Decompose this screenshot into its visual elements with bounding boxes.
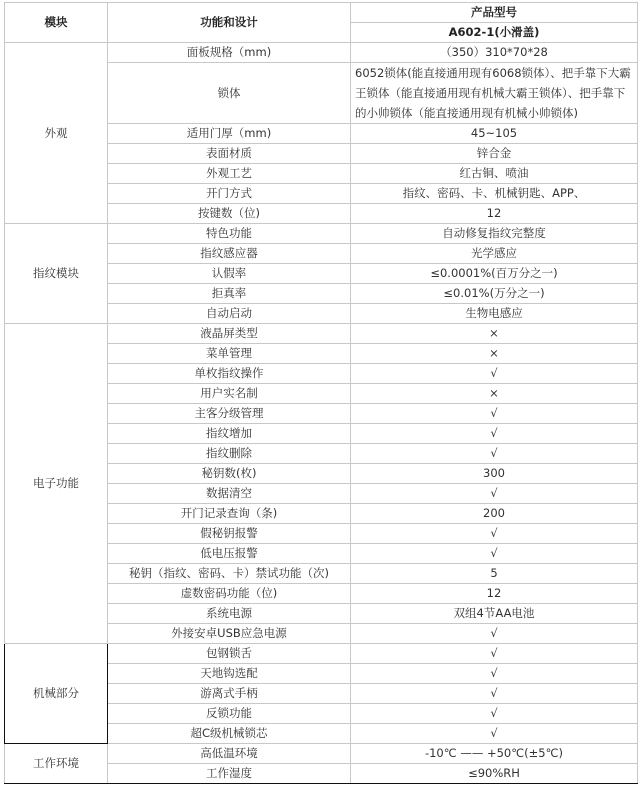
module-cell-mechanical: 机械部分 xyxy=(5,644,108,744)
feature-cell: 低电压报警 xyxy=(108,544,351,564)
module-cell-fingerprint: 指纹模块 xyxy=(5,224,108,324)
feature-cell: 按键数（位) xyxy=(108,204,351,224)
value-cell: √ xyxy=(351,644,638,664)
value-cell: -10℃ —— +50℃(±5℃) xyxy=(351,744,638,764)
table-row xyxy=(5,324,638,344)
feature-cell: 数据清空 xyxy=(108,484,351,504)
feature-cell: 包钢锁舌 xyxy=(108,644,351,664)
value-cell: 双组4节AA电池 xyxy=(351,604,638,624)
value-cell: 300 xyxy=(351,464,638,484)
module-cell-appearance: 外观 xyxy=(5,43,108,224)
spec-table xyxy=(4,2,638,784)
value-cell: （350）310*70*28 xyxy=(351,43,638,63)
table-row xyxy=(5,744,638,764)
feature-cell: 假秘钥报警 xyxy=(108,524,351,544)
feature-cell: 天地钩选配 xyxy=(108,664,351,684)
value-cell: 红古铜、喷油 xyxy=(351,164,638,184)
feature-cell: 反锁功能 xyxy=(108,704,351,724)
value-cell: × xyxy=(351,384,638,404)
table-row xyxy=(5,224,638,244)
value-cell: 5 xyxy=(351,564,638,584)
feature-cell: 主客分级管理 xyxy=(108,404,351,424)
value-cell: × xyxy=(351,324,638,344)
feature-cell: 面板规格（mm) xyxy=(108,43,351,63)
value-cell: 自动修复指纹完整度 xyxy=(351,224,638,244)
feature-cell: 超C级机械锁芯 xyxy=(108,724,351,744)
value-cell: ≤90%RH xyxy=(351,764,638,784)
value-cell: 锌合金 xyxy=(351,144,638,164)
feature-cell: 高低温环境 xyxy=(108,744,351,764)
value-cell: ≤0.0001%(百万分之一) xyxy=(351,264,638,284)
value-cell: 6052锁体(能直接通用现有6068锁体）、把手靠下大霸王锁体（能直接通用现有机械大霸王锁体）、把手靠下的小帅锁体（能直接通用现有机械小帅锁体) xyxy=(351,63,638,124)
feature-cell: 表面材质 xyxy=(108,144,351,164)
feature-cell: 自动启动 xyxy=(108,304,351,324)
module-cell-electronic: 电子功能 xyxy=(5,324,108,644)
feature-cell: 指纹感应器 xyxy=(108,244,351,264)
value-cell: √ xyxy=(351,704,638,724)
feature-cell: 锁体 xyxy=(108,63,351,124)
feature-cell: 秘钥数(枚) xyxy=(108,464,351,484)
header-module: 模块 xyxy=(5,3,108,43)
feature-cell: 适用门厚（mm) xyxy=(108,124,351,144)
feature-cell: 用户实名制 xyxy=(108,384,351,404)
header-feature: 功能和设计 xyxy=(108,3,351,43)
value-cell: √ xyxy=(351,364,638,384)
value-cell: √ xyxy=(351,684,638,704)
feature-cell: 外接安卓USB应急电源 xyxy=(108,624,351,644)
value-cell: 12 xyxy=(351,584,638,604)
value-cell: √ xyxy=(351,404,638,424)
feature-cell: 指纹增加 xyxy=(108,424,351,444)
header-model-name: A602-1(小滑盖) xyxy=(351,23,638,43)
value-cell: 12 xyxy=(351,204,638,224)
table-row xyxy=(5,43,638,63)
value-cell: √ xyxy=(351,664,638,684)
feature-cell: 系统电源 xyxy=(108,604,351,624)
feature-cell: 开门方式 xyxy=(108,184,351,204)
value-cell: √ xyxy=(351,484,638,504)
header-product-model: 产品型号 xyxy=(351,3,638,23)
feature-cell: 秘钥（指纹、密码、卡）禁试功能（次) xyxy=(108,564,351,584)
value-cell: √ xyxy=(351,524,638,544)
feature-cell: 指纹删除 xyxy=(108,444,351,464)
value-cell: √ xyxy=(351,444,638,464)
value-cell: 指纹、密码、卡、机械钥匙、APP、 xyxy=(351,184,638,204)
spec-table-body xyxy=(5,43,638,784)
feature-cell: 特色功能 xyxy=(108,224,351,244)
feature-cell: 拒真率 xyxy=(108,284,351,304)
feature-cell: 外观工艺 xyxy=(108,164,351,184)
value-cell: 光学感应 xyxy=(351,244,638,264)
value-cell: 生物电感应 xyxy=(351,304,638,324)
feature-cell: 虚数密码功能（位) xyxy=(108,584,351,604)
value-cell: 200 xyxy=(351,504,638,524)
feature-cell: 开门记录查询（条) xyxy=(108,504,351,524)
feature-cell: 认假率 xyxy=(108,264,351,284)
feature-cell: 菜单管理 xyxy=(108,344,351,364)
feature-cell: 单枚指纹操作 xyxy=(108,364,351,384)
feature-cell: 游离式手柄 xyxy=(108,684,351,704)
value-cell: × xyxy=(351,344,638,364)
table-row xyxy=(5,644,638,664)
header-row xyxy=(5,3,638,23)
feature-cell: 工作湿度 xyxy=(108,764,351,784)
value-cell: √ xyxy=(351,424,638,444)
value-cell: √ xyxy=(351,544,638,564)
value-cell: 45~105 xyxy=(351,124,638,144)
feature-cell: 液晶屏类型 xyxy=(108,324,351,344)
module-cell-environment: 工作环境 xyxy=(5,744,108,784)
value-cell: ≤0.01%(万分之一) xyxy=(351,284,638,304)
value-cell: √ xyxy=(351,624,638,644)
value-cell: √ xyxy=(351,724,638,744)
